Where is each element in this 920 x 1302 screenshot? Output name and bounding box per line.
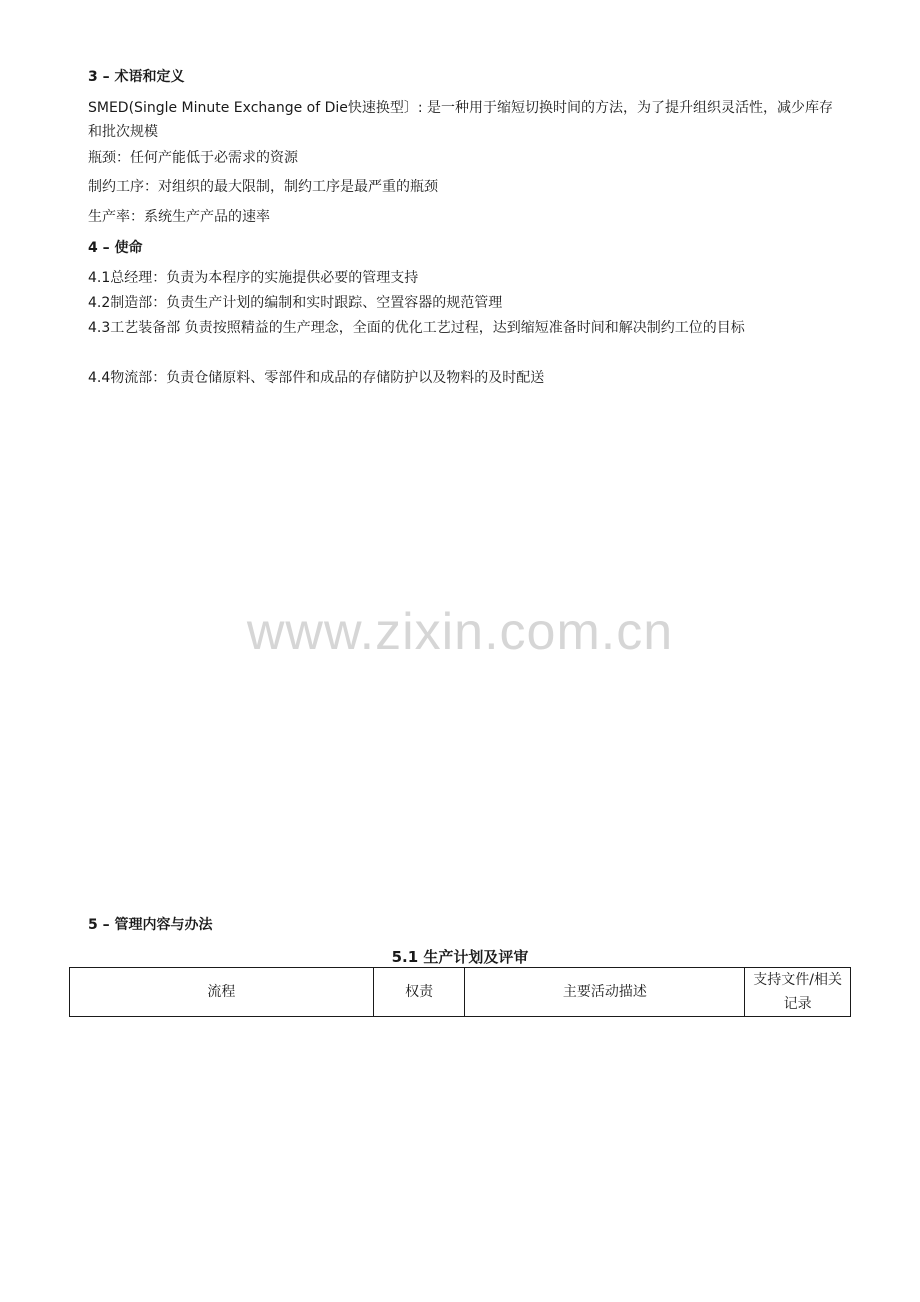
mission-item-4: 4.4物流部：负责仓储原料、零部件和成品的存储防护以及物料的及时配送 [88, 370, 545, 386]
column-header-documents: 支持文件/相关记录 [745, 968, 851, 1017]
section4-heading: 4 – 使命 [88, 240, 143, 256]
column-header-responsibility: 权责 [373, 968, 465, 1017]
section3-heading: 3 – 术语和定义 [88, 69, 185, 85]
column-header-process: 流程 [70, 968, 374, 1017]
smed-definition: SMED(Single Minute Exchange of Die快速换型〕: 是一种用于缩短切换时间的方法，为了提升组织灵活性，减少库存和批次规模 [88, 100, 834, 140]
bottleneck-definition: 瓶颈：任何产能低于必需求的资源 [88, 150, 298, 166]
rate-definition: 生产率：系统生产产品的速率 [88, 209, 270, 225]
mission-item-3: 4.3工艺装备部 负责按照精益的生产理念，全面的优化工艺过程，达到缩短准备时间和解决制约工位的目标 [88, 320, 745, 336]
watermark: www.zixin.com.cn [246, 603, 674, 661]
table-title: 5.1 生产计划及评审 [391, 948, 529, 966]
mission-item-2: 4.2制造部：负责生产计划的编制和实时跟踪、空置容器的规范管理 [88, 295, 503, 311]
constraint-definition: 制约工序：对组织的最大限制，制约工序是最严重的瓶颈 [88, 179, 438, 195]
column-header-activity: 主要活动描述 [465, 968, 745, 1017]
mission-item-1: 4.1总经理：负责为本程序的实施提供必要的管理支持 [88, 270, 419, 286]
process-table [69, 967, 851, 1017]
section5-heading: 5 – 管理内容与办法 [88, 917, 213, 933]
table-header-row [70, 968, 851, 1017]
